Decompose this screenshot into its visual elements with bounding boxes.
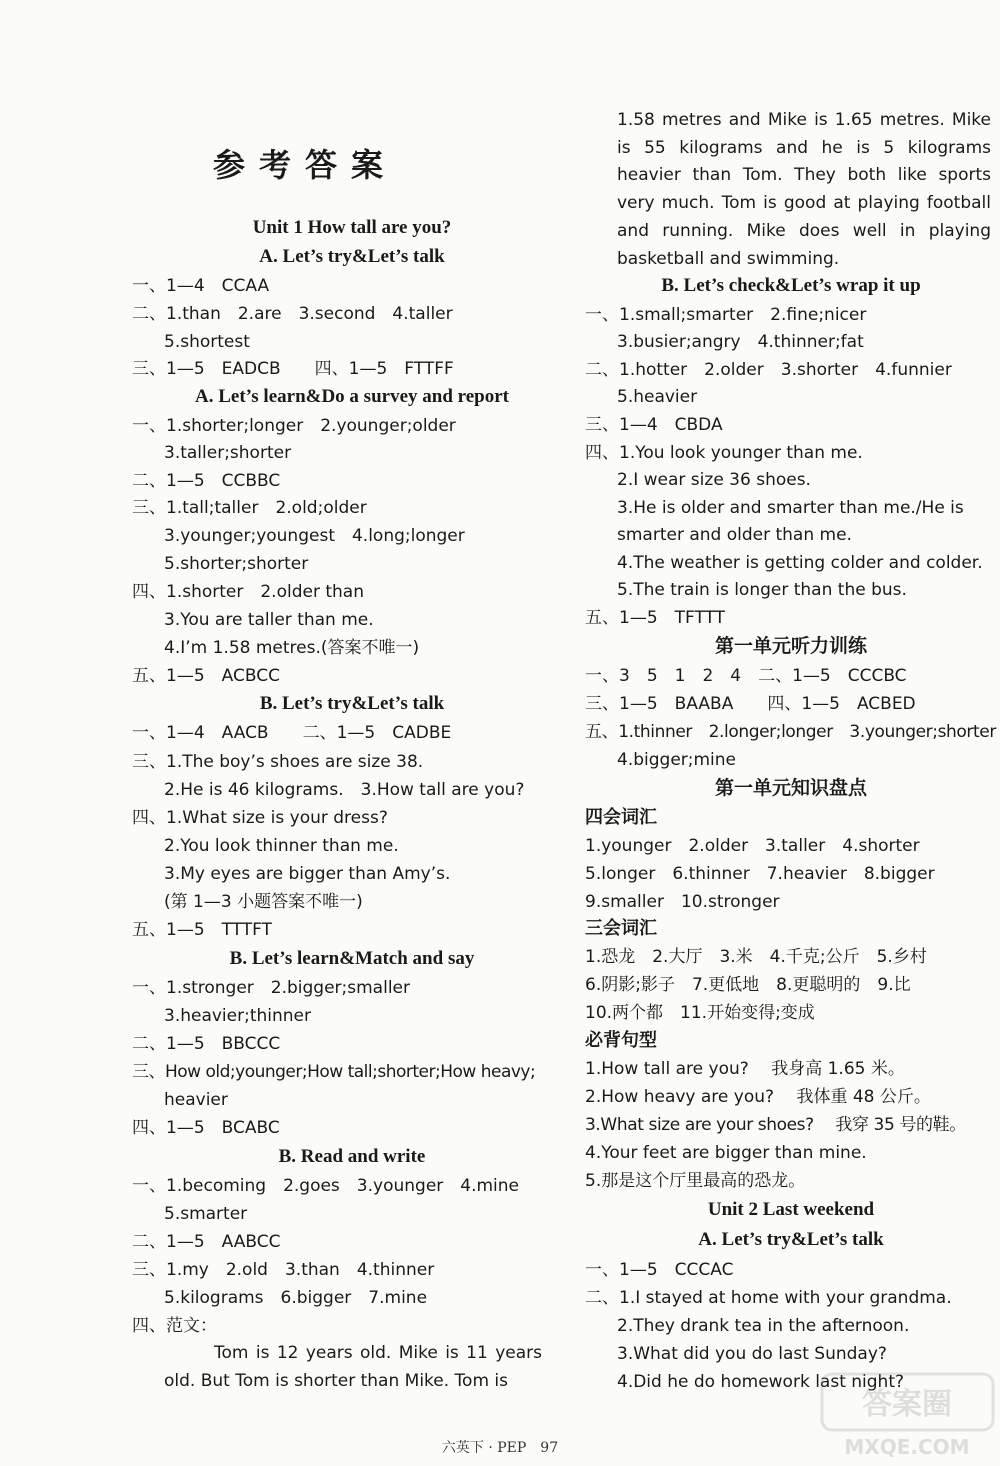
sample-essay-part2: 1.58 metres and Mike is 1.65 metres. Mike is 55 kilograms and he is 5 kilograms heavier than Tom. They both like sports very much. Tom is good at playing football and running. Mike does well in playing basketball and swimming. — [617, 110, 991, 269]
section-heading: B. Read and write — [278, 1146, 426, 1167]
answer-line: 4.The weather is getting colder and colder. — [617, 553, 983, 573]
answer-line: 三、1—5 EADCB 四、1—5 FTTFF — [132, 359, 454, 379]
answer-line: heavier — [164, 1090, 228, 1110]
answer-line: 5.The train is longer than the bus. — [617, 580, 907, 600]
section-heading: 第一单元知识盘点 — [714, 777, 867, 799]
vocab-line: 6.阴影;影子 7.更低地 8.更聪明的 9.比 — [585, 975, 911, 995]
answer-line: 三、1.my 2.old 3.than 4.thinner — [132, 1260, 435, 1280]
answer-line: 一、1—4 AACB 二、1—5 CADBE — [132, 723, 452, 743]
answer-line: 3.What did you do last Sunday? — [617, 1344, 887, 1364]
answer-line: 5.heavier — [617, 387, 698, 407]
answer-line: 四、1.You look younger than me. — [585, 443, 863, 463]
answer-line: 五、1—5 ACBCC — [132, 666, 280, 686]
unit-title: Unit 1 How tall are you? — [252, 217, 452, 238]
sentence-line: 5.那是这个厅里最高的恐龙。 — [585, 1171, 806, 1191]
watermark-logo — [820, 1370, 995, 1462]
answer-line: 二、1—5 CCBBC — [132, 471, 281, 491]
answer-line: 三、1.tall;taller 2.old;older — [132, 498, 367, 518]
answer-line: 3.younger;youngest 4.long;longer — [164, 526, 465, 546]
answer-line: 3.My eyes are bigger than Amy’s. — [164, 864, 451, 884]
answer-line: 五、1.thinner 2.longer;longer 3.younger;shorter — [585, 722, 996, 742]
sample-essay-part1: Tom is 12 years old. Mike is 11 years old. But Tom is shorter than Mike. Tom is — [164, 1343, 542, 1391]
answer-line: 四、1.shorter 2.older than — [132, 582, 364, 602]
svg-text:MXQE.COM: MXQE.COM — [844, 1435, 970, 1459]
answer-line: 一、1—5 CCCAC — [585, 1260, 734, 1280]
answer-line: 五、1—5 TTTFT — [132, 920, 273, 940]
answer-line: 5.shorter;shorter — [164, 554, 309, 574]
answer-line: 一、1.small;smarter 2.fine;nicer — [585, 305, 867, 325]
vocab-line: 5.longer 6.thinner 7.heavier 8.bigger — [585, 864, 935, 884]
sentence-line: 2.How heavy are you? 我体重 48 公斤。 — [585, 1087, 931, 1107]
answer-line: 2.He is 46 kilograms. 3.How tall are you? — [164, 780, 525, 800]
answer-line: 三、1—4 CBDA — [585, 415, 723, 435]
answer-line: 二、1—5 BBCCC — [132, 1034, 281, 1054]
sentence-line: 1.How tall are you? 我身高 1.65 米。 — [585, 1059, 905, 1079]
answer-line: 2.They drank tea in the afternoon. — [617, 1316, 910, 1336]
sentence-line: 4.Your feet are bigger than mine. — [585, 1143, 867, 1163]
answer-line: 二、1.I stayed at home with your grandma. — [585, 1288, 952, 1308]
answer-line: 二、1.hotter 2.older 3.shorter 4.funnier — [585, 360, 952, 380]
answer-line: 4.Did he do homework last night? — [617, 1372, 905, 1392]
answer-line: 3.taller;shorter — [164, 443, 292, 463]
answer-line: 四、1.What size is your dress? — [132, 808, 388, 828]
answer-line: smarter and older than me. — [617, 525, 852, 545]
answer-line: 5.shortest — [164, 332, 250, 352]
answer-line: 5.kilograms 6.bigger 7.mine — [164, 1288, 428, 1308]
vocab-line: 1.恐龙 2.大厅 3.米 4.千克;公斤 5.乡村 — [585, 947, 927, 967]
answer-line: 四、1—5 BCABC — [132, 1118, 280, 1138]
answer-line: 一、1.stronger 2.bigger;smaller — [132, 978, 410, 998]
answer-line: 2.You look thinner than me. — [164, 836, 399, 856]
answer-line: 2.I wear size 36 shoes. — [617, 470, 811, 490]
answer-line: 5.smarter — [164, 1204, 248, 1224]
page-footer: 六英下 · PEP 97 — [441, 1440, 559, 1456]
answer-line: 3.heavier;thinner — [164, 1006, 311, 1026]
section-heading: A. Let’s learn&Do a survey and report — [195, 386, 509, 407]
answer-line: 三、How old;younger;How tall;shorter;How heavy; — [132, 1062, 536, 1082]
answer-line: 4.I’m 1.58 metres.(答案不唯一) — [164, 638, 420, 658]
answer-line: 五、1—5 TFTTT — [585, 608, 726, 628]
section-heading: B. Let’s check&Let’s wrap it up — [661, 275, 921, 296]
answer-line: 三、1.The boy’s shoes are size 38. — [132, 752, 424, 772]
watermark-text: 答案圈 — [862, 1387, 952, 1422]
subheading: 四会词汇 — [585, 807, 657, 828]
vocab-line: 9.smaller 10.stronger — [585, 892, 780, 912]
answer-note: (第 1—3 小题答案不唯一) — [164, 892, 363, 912]
section-heading: A. Let’s try&Let’s talk — [698, 1229, 884, 1250]
answer-line: 一、3 5 1 2 4 二、1—5 CCCBC — [585, 666, 907, 686]
answer-line: 三、1—5 BAABA 四、1—5 ACBED — [585, 694, 916, 714]
subheading: 必背句型 — [585, 1030, 657, 1051]
answer-line: 3.He is older and smarter than me./He is — [617, 498, 964, 518]
answer-line: 一、1—4 CCAA — [132, 276, 270, 296]
vocab-line: 10.两个都 11.开始变得;变成 — [585, 1003, 815, 1023]
vocab-line: 1.younger 2.older 3.taller 4.shorter — [585, 836, 920, 856]
answer-line: 二、1.than 2.are 3.second 4.taller — [132, 304, 453, 324]
section-heading: A. Let’s try&Let’s talk — [259, 246, 445, 267]
section-heading: 第一单元听力训练 — [714, 635, 867, 657]
subheading: 三会词汇 — [585, 918, 657, 939]
answer-line: 四、范文： — [132, 1316, 217, 1336]
answer-line: 二、1—5 AABCC — [132, 1232, 281, 1252]
sentence-line: 3.What size are your shoes? 我穿 35 号的鞋。 — [585, 1115, 966, 1135]
answer-line: 一、1.becoming 2.goes 3.younger 4.mine — [132, 1176, 519, 1196]
unit-title: Unit 2 Last weekend — [707, 1199, 875, 1220]
answer-line: 一、1.shorter;longer 2.younger;older — [132, 416, 456, 436]
section-heading: B. Let’s learn&Match and say — [229, 948, 475, 969]
page-title: 参考答案 — [212, 146, 397, 184]
section-heading: B. Let’s try&Let’s talk — [259, 693, 445, 714]
answer-line: 3.busier;angry 4.thinner;fat — [617, 332, 864, 352]
answer-line: 3.You are taller than me. — [164, 610, 374, 630]
answer-line: 4.bigger;mine — [617, 750, 737, 770]
